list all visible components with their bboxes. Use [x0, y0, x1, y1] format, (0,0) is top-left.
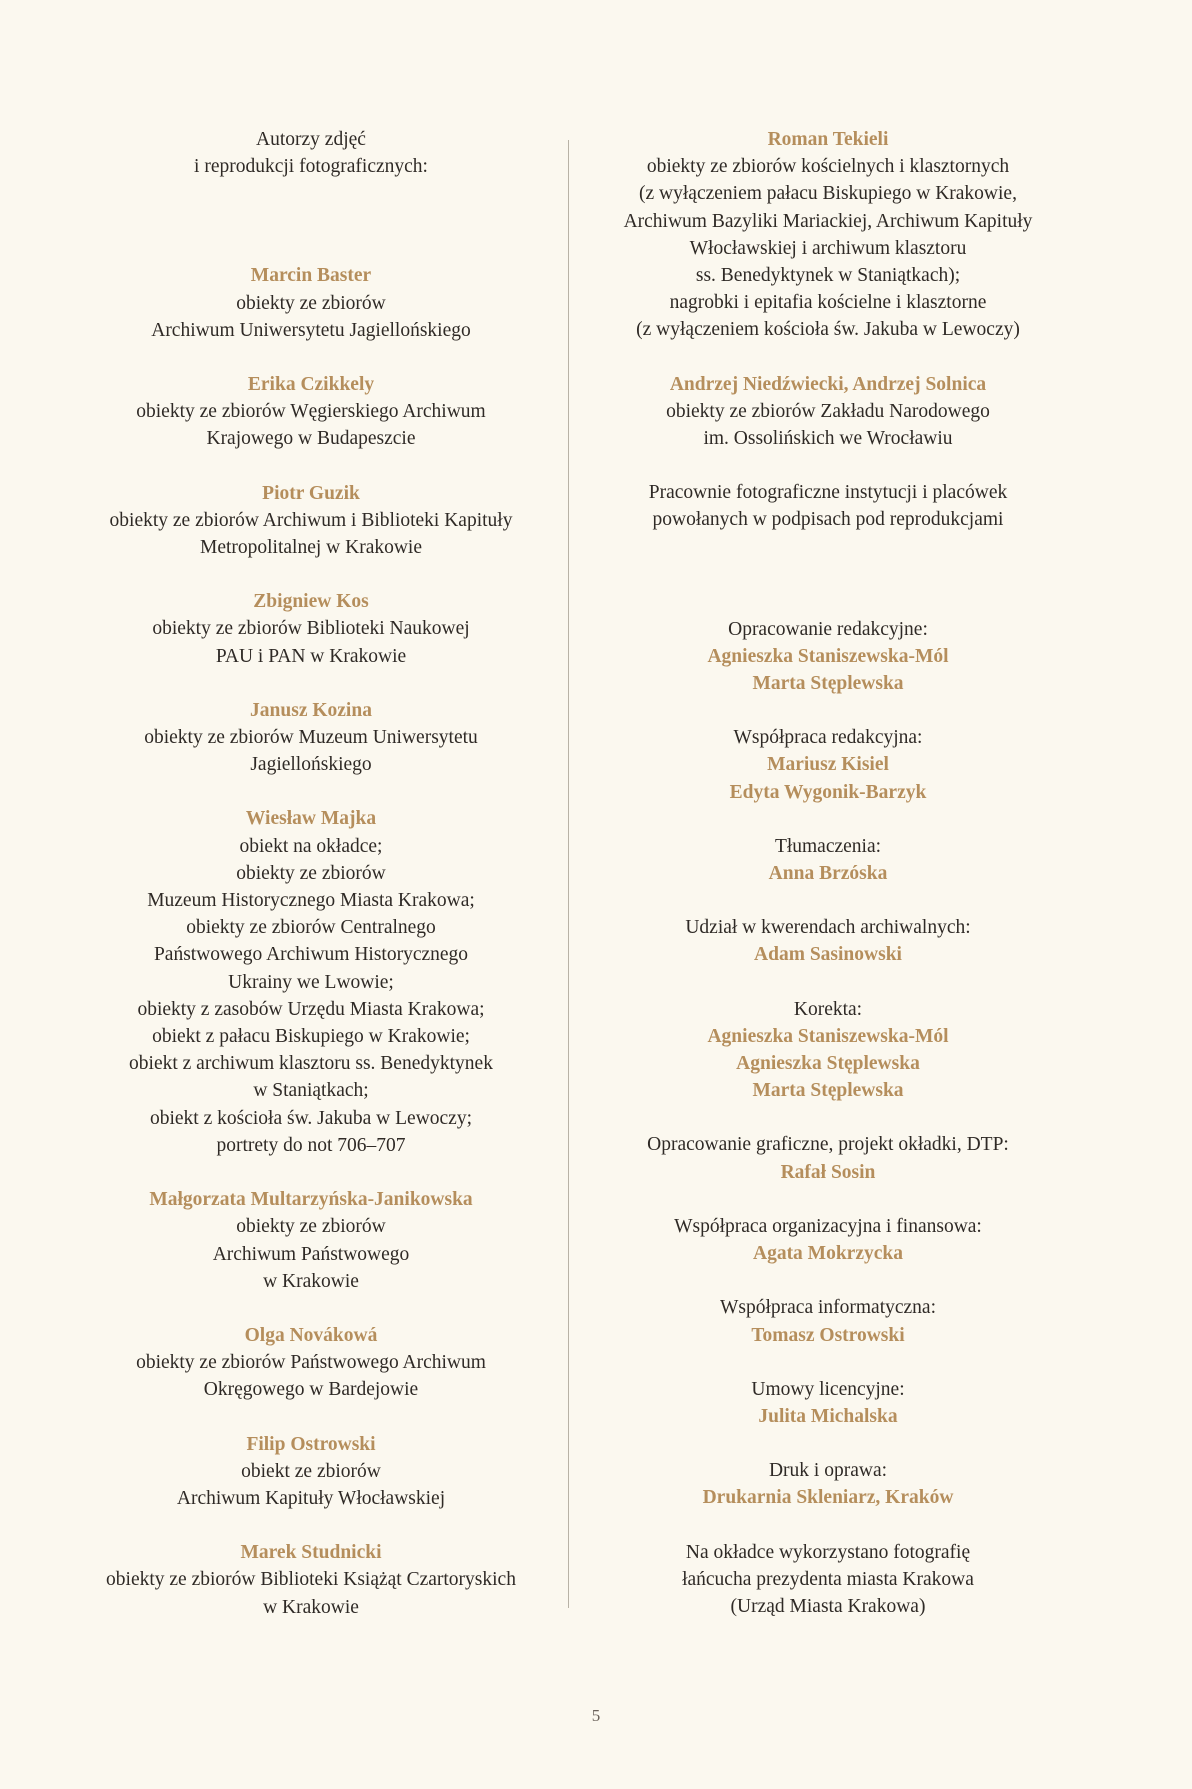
cover-note-line: Na okładce wykorzystano fotografię: [685, 1541, 971, 1563]
credit-label: Druk i oprawa:: [768, 1460, 888, 1482]
description-line: obiekty ze zbiorów Biblioteki Naukowej: [152, 618, 470, 640]
person-name: Agnieszka Staniszewska-Mól: [707, 1025, 949, 1047]
description-line: obiekt na okładce;: [239, 835, 383, 857]
description-line: Muzeum Historycznego Miasta Krakowa;: [147, 890, 475, 912]
description-line: Włocławskiej i archiwum klasztoru: [689, 237, 967, 259]
credit-label: Korekta:: [793, 998, 863, 1020]
description-line: (z wyłączeniem kościoła św. Jakuba w Lewoczy): [636, 319, 1020, 341]
person-name: Agata Mokrzycka: [752, 1243, 903, 1265]
credit-entry: [588, 616, 1068, 698]
credit-entry: [80, 371, 542, 453]
credit-label: Współpraca redakcyjna:: [733, 727, 923, 749]
person-name: Janusz Kozina: [250, 699, 372, 721]
description-line: Metropolitalnej w Krakowie: [199, 537, 423, 559]
description-line: Archiwum Państwowego: [212, 1243, 410, 1265]
description-line: PAU i PAN w Krakowie: [215, 645, 407, 667]
description-line: Krajowego w Budapeszcie: [206, 428, 416, 450]
credit-entry: [80, 1322, 542, 1404]
credit-entry: [80, 1186, 542, 1295]
description-line: obiekty z zasobów Urzędu Miasta Krakowa;: [137, 998, 485, 1020]
credit-entry: [80, 1539, 542, 1621]
description-line: portrety do not 706–707: [216, 1134, 406, 1156]
description-line: Archiwum Uniwersytetu Jagiellońskiego: [151, 319, 471, 341]
description-line: obiekt ze zbiorów: [241, 1460, 381, 1482]
credit-entry: [80, 480, 542, 562]
person-name: Agnieszka Staniszewska-Mól: [707, 645, 949, 667]
person-name: Drukarnia Skleniarz, Kraków: [702, 1487, 954, 1509]
credit-entry: [588, 371, 1068, 453]
person-name: Marta Stęplewska: [752, 673, 904, 695]
person-name: Edyta Wygonik-Barzyk: [729, 781, 927, 803]
right-entries-list: [588, 126, 1068, 452]
person-name: Mariusz Kisiel: [767, 754, 889, 776]
description-line: Okręgowego w Bardejowie: [203, 1379, 419, 1401]
note-line: powołanych w podpisach pod reprodukcjami: [652, 509, 1004, 531]
person-name: Julita Michalska: [758, 1405, 898, 1427]
credit-entry: [588, 833, 1068, 887]
note-line: Pracownie fotograficzne instytucji i placówek: [648, 482, 1008, 504]
person-name: Marta Stęplewska: [752, 1080, 904, 1102]
cover-note: [588, 1539, 1068, 1621]
credit-label: Współpraca organizacyjna i finansowa:: [674, 1215, 982, 1237]
cover-note-line: łańcucha prezydenta miasta Krakowa: [682, 1568, 974, 1590]
description-line: obiekty ze zbiorów: [236, 1216, 386, 1238]
credit-entry: [80, 262, 542, 344]
credit-label: Współpraca informatyczna:: [719, 1297, 937, 1319]
person-name: Olga Novákowá: [244, 1324, 378, 1346]
description-line: obiekt z kościoła św. Jakuba w Lewoczy;: [149, 1107, 473, 1129]
description-line: w Krakowie: [263, 1270, 359, 1292]
person-name: Tomasz Ostrowski: [751, 1324, 905, 1346]
right-column: [588, 126, 1068, 1647]
description-line: obiekt z archiwum klasztoru ss. Benedyktynek: [129, 1053, 493, 1075]
photo-authors-heading: [80, 126, 542, 180]
credit-entry: [588, 1457, 1068, 1511]
person-name: Adam Sasinowski: [754, 944, 902, 966]
description-line: obiekty ze zbiorów Biblioteki Książąt Czartoryskich: [106, 1569, 516, 1591]
person-name: Piotr Guzik: [262, 482, 360, 504]
description-line: Ukrainy we Lwowie;: [228, 971, 394, 993]
spacer: [588, 561, 1068, 616]
description-line: obiekty ze zbiorów Państwowego Archiwum: [136, 1352, 486, 1374]
description-line: Archiwum Bazyliki Mariackiej, Archiwum Kapituły: [623, 210, 1033, 232]
heading-line: i reprodukcji fotograficznych:: [194, 156, 428, 178]
description-line: w Staniątkach;: [253, 1080, 369, 1102]
person-name: Anna Brzóska: [768, 863, 888, 885]
description-line: obiekty ze zbiorów: [236, 292, 386, 314]
description-line: ss. Benedyktynek w Staniątkach);: [695, 265, 961, 287]
person-name: Agnieszka Stęplewska: [736, 1053, 920, 1075]
person-name: Marcin Baster: [250, 265, 372, 287]
person-name: Erika Czikkely: [247, 374, 375, 396]
credit-entry: [588, 1131, 1068, 1185]
person-name: Małgorzata Multarzyńska-Janikowska: [149, 1189, 473, 1211]
credit-label: Udział w kwerendach archiwalnych:: [685, 917, 971, 939]
credit-entry: [80, 805, 542, 1159]
credit-entry: [80, 588, 542, 670]
credit-entry: [588, 1294, 1068, 1348]
description-line: w Krakowie: [263, 1596, 359, 1618]
cover-note-line: (Urząd Miasta Krakowa): [730, 1595, 926, 1617]
left-entries-list: [80, 262, 542, 1620]
credit-entry: [588, 996, 1068, 1105]
credit-label: Umowy licencyjne:: [751, 1378, 905, 1400]
person-name: Andrzej Niedźwiecki, Andrzej Solnica: [669, 373, 987, 395]
person-name: Filip Ostrowski: [246, 1433, 376, 1455]
editorial-credits-list: [588, 616, 1068, 1512]
credit-entry: [80, 697, 542, 779]
spacer: [80, 207, 542, 262]
studios-note: [588, 479, 1068, 533]
description-line: obiekty ze zbiorów Centralnego: [186, 917, 436, 939]
description-line: obiekty ze zbiorów kościelnych i klasztornych: [646, 156, 1010, 178]
description-line: obiekty ze zbiorów: [236, 862, 386, 884]
left-column: [80, 126, 542, 1648]
description-line: nagrobki i epitafia kościelne i klasztorne: [669, 292, 987, 314]
page-number: 5: [591, 1706, 601, 1725]
credit-entry: [588, 1213, 1068, 1267]
heading-line: Autorzy zdjęć: [256, 129, 366, 150]
description-line: Jagiellońskiego: [250, 754, 372, 776]
credit-entry: [588, 1376, 1068, 1430]
person-name: Wiesław Majka: [245, 808, 377, 830]
person-name: Zbigniew Kos: [253, 591, 369, 613]
description-line: im. Ossolińskich we Wrocławiu: [703, 428, 953, 450]
credit-entry: [588, 126, 1068, 344]
credit-entry: [80, 1431, 542, 1513]
person-name: Rafał Sosin: [780, 1161, 876, 1183]
credit-label: Opracowanie redakcyjne:: [728, 618, 928, 640]
credit-entry: [588, 914, 1068, 968]
column-divider: [568, 140, 569, 1608]
person-name: Roman Tekieli: [767, 129, 889, 150]
description-line: obiekt z pałacu Biskupiego w Krakowie;: [152, 1026, 470, 1048]
description-line: (z wyłączeniem pałacu Biskupiego w Krakowie,: [639, 183, 1017, 205]
description-line: obiekty ze zbiorów Muzeum Uniwersytetu: [144, 727, 478, 749]
credit-label: Opracowanie graficzne, projekt okładki, DTP:: [647, 1134, 1009, 1156]
description-line: Państwowego Archiwum Historycznego: [153, 944, 469, 966]
credit-entry: [588, 724, 1068, 806]
credit-label: Tłumaczenia:: [774, 835, 882, 857]
description-line: obiekty ze zbiorów Węgierskiego Archiwum: [136, 401, 486, 423]
person-name: Marek Studnicki: [240, 1542, 382, 1564]
description-line: obiekty ze zbiorów Archiwum i Biblioteki Kapituły: [109, 509, 513, 531]
description-line: obiekty ze zbiorów Zakładu Narodowego: [666, 400, 990, 422]
description-line: Archiwum Kapituły Włocławskiej: [176, 1487, 446, 1509]
